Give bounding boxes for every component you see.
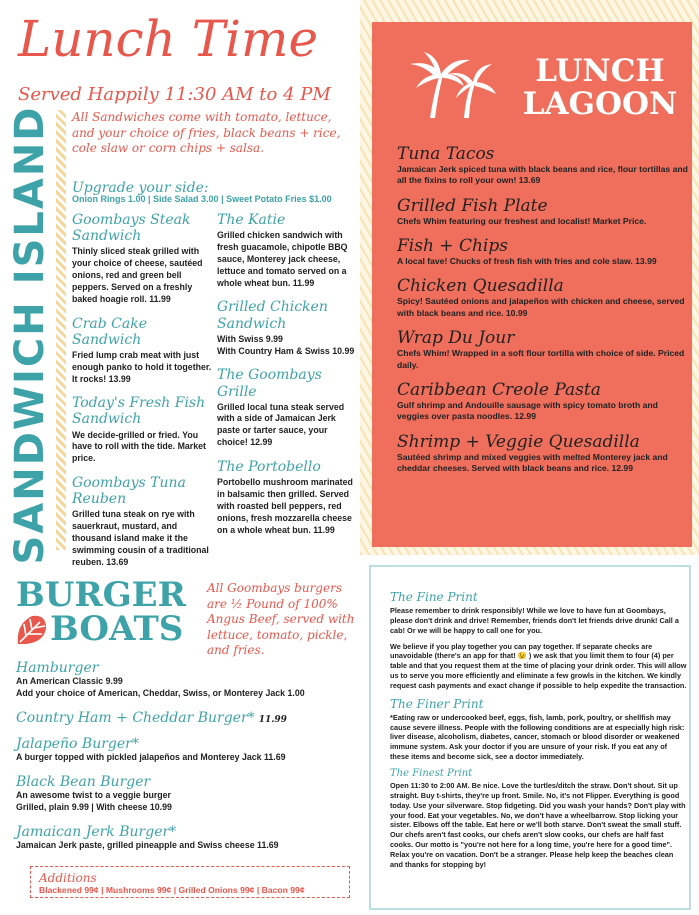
menu-item <box>397 277 689 319</box>
menu-item-desc: Jamaican Jerk spiced tuna with black beans and rice, flour tortillas and all the fixins to roll your own! 13.69 <box>397 163 688 186</box>
menu-item-name <box>16 824 356 840</box>
upgrade-options: Onion Rings 1.00 | Side Salad 3.00 | Sweet Potato Fries $1.00 <box>72 194 332 204</box>
menu-item <box>217 212 359 289</box>
menu-item-desc: An awesome twist to a veggie burger Grilled, plain 9.99 | With cheese 10.99 <box>16 790 172 812</box>
menu-item-desc: Sautéed shrimp and mixed veggies with melted Monterey jack and cheddar cheeses. Served with black beans and rice. 12.99 <box>397 451 668 474</box>
menu-item <box>397 197 689 227</box>
sandwich-column-right <box>217 212 359 547</box>
menu-item-desc: Thinly sliced steak grilled with your choice of cheese, sautéed onions, red and green bell peppers. Served on a freshly baked hoagie roll. 11.99 <box>72 246 203 304</box>
lagoon-menu-list <box>397 145 689 485</box>
lunch-lagoon-title <box>515 55 685 120</box>
menu-item <box>217 367 359 449</box>
menu-item-desc: We decide-grilled or fried. You have to roll with the tide. Market price. <box>72 429 206 464</box>
menu-item <box>397 237 689 267</box>
sandwich-section-heading <box>7 105 53 565</box>
menu-item-name: Chicken Quesadilla <box>397 276 564 297</box>
menu-item <box>397 329 689 371</box>
menu-item-name: The Portobello <box>217 459 321 476</box>
menu-item <box>397 381 689 423</box>
page-title: Lunch Time <box>18 10 319 68</box>
menu-item-name: Tuna Tacos <box>397 144 495 164</box>
sandwich-intro: All Sandwiches come with tomato, lettuce, and your choice of fries, black beans + rice, cole slaw or corn chips + salsa. <box>72 110 341 156</box>
menu-item-desc: Portobello mushroom marinated in balsamic then grilled. Served with roasted bell peppers, red onions, fresh mozzarella cheese on a whole wheat bun. 11.99 <box>217 477 353 535</box>
menu-item-desc: Chefs Whim featuring our freshest and localist! Market Price. <box>397 215 647 226</box>
menu-item-name: Grilled Chicken Sandwich <box>217 299 328 332</box>
menu-item-name: The Katie <box>217 212 286 228</box>
menu-item-desc: Spicy! Sautéed onions and jalapeños with chicken and cheese, served with black beans and rice. 10.99 <box>397 296 685 318</box>
menu-item-desc: Grilled local tuna steak served with a side of Jamaican Jerk paste or tarter sauce, your choice! 12.99 <box>217 401 345 448</box>
additions-title: Additions <box>39 871 97 885</box>
fine-print-section <box>390 590 688 876</box>
burger-intro: All Goombays burgers are ½ Pound of 100% Angus Beef, served with lettuce, tomato, pickle, and fries. <box>207 581 355 658</box>
menu-item-desc: Jamaican Jerk paste, grilled pineapple and Swiss cheese 11.69 <box>16 839 279 850</box>
menu-item-desc: A burger topped with pickled jalapeños and Monterey Jack 11.69 <box>16 752 286 763</box>
fine-print-text: We believe if you play together you can pay together. If separate checks are unavoidable (there's an app for that! 😉 ) we ask that you limit them to four (4) per table and that you request them at the time of placing your drink order. This will allow us to serve you more efficiently and eliminate a few growls in the kitchen. We kindly request cash payments and exact change if possible to help expedite the transaction. <box>390 641 687 690</box>
additions-box <box>30 866 350 898</box>
menu-item-name <box>16 660 356 676</box>
menu-item-desc: An American Classic 9.99 Add your choice of American, Cheddar, Swiss, or Monterey Jack 1.00 <box>16 676 305 698</box>
menu-item-desc: With Swiss 9.99 With Country Ham & Swiss 10.99 <box>217 333 355 356</box>
monstera-leaf-icon <box>14 612 48 648</box>
menu-item <box>72 212 212 306</box>
menu-item-name: Fish + Chips <box>397 236 508 257</box>
menu-item <box>217 459 359 536</box>
lagoon-title-line2: LAGOON <box>522 85 678 122</box>
upgrade-title: Upgrade your side: <box>72 180 209 196</box>
menu-item-desc: Gulf shrimp and Andouille sausage with spicy tomato broth and veggies over pasta noodles. 12.99 <box>397 399 658 422</box>
sandwich-section-title: SANDWICH ISLAND <box>7 105 53 565</box>
menu-item <box>16 710 356 726</box>
menu-item <box>217 299 359 357</box>
menu-item-name: Today's Fresh Fish Sandwich <box>72 395 206 428</box>
finest-print-text: Open 11:30 to 2:00 AM. Be nice. Love the turtles/ditch the straw. Don't shout. Sit up straight. Buy t-shirts, they're up front. Smile. No, it's not Flipper. Everything is good today. Use your silverware. Stop fidgeting. Did you wash your hands? Don't play with your food. Eat your vegetables. No, we don't have a wheelbarrow. Stop licking your sister. Elbows off the table. Eat here or we'll both starve. Don't sweat the small stuff. Our chefs aren't fast cooks, our chefs aren't slow cooks, our chefs are half fast cooks. Our motto is "you're not here for a long time, you're here for a good time". Relax you're on vacation. Don't be a stranger. Please help keep the beaches clean and thanks for stopping by! <box>390 780 686 869</box>
menu-item <box>72 395 212 465</box>
menu-item-price: 11.99 <box>258 714 287 725</box>
burger-name: Hamburger <box>16 660 99 676</box>
menu-item <box>16 660 356 700</box>
menu-item <box>72 475 212 569</box>
menu-item <box>16 824 356 852</box>
menu-item <box>16 774 356 814</box>
menu-item-name: Goombays Tuna Reuben <box>72 475 186 508</box>
menu-item-name: Goombays Steak Sandwich <box>72 212 191 245</box>
menu-item-desc: Grilled chicken sandwich with fresh guacamole, chipotle BBQ sauce, Monterey jack cheese, lettuce and tomato served on a whole wheat bun. 11.99 <box>217 230 348 288</box>
menu-item <box>397 145 689 187</box>
sandwich-column-left <box>72 212 212 579</box>
menu-item-name: Wrap Du Jour <box>397 328 515 349</box>
fine-print-text: Please remember to drink responsibly! While we love to have fun at Goombays, please don't drink and drive! Remember, friends don't let friends drive drunk! Call a cab! Or we will be happy to call one for you. <box>390 606 679 635</box>
burger-name: Black Bean Burger <box>16 773 151 790</box>
menu-item-name: The Goombays Grille <box>217 367 322 400</box>
burger-name: Jalapeño Burger* <box>16 735 139 752</box>
lagoon-title-line1: LUNCH <box>535 53 665 89</box>
palm-trees-icon <box>400 52 500 120</box>
menu-item-desc: Chefs Whim! Wrapped in a soft flour tortilla with choice of side. Priced daily. <box>397 348 685 370</box>
menu-item-name: Caribbean Creole Pasta <box>397 380 601 401</box>
menu-item-name: Crab Cake Sandwich <box>72 315 147 348</box>
menu-item-name <box>16 710 356 726</box>
finer-print-text: *Eating raw or undercooked beef, eggs, fish, lamb, pork, poultry, or shellfish may cause severe illness. People with the following conditions are at especially high risk: liver disease, alcoholism, diabetes, cancer, stomach or blood disorder or weakened immune system. Ask your doctor if you are unsure of your risk. If you eat any of these items and become sick, see a doctor immediately. <box>390 712 685 762</box>
menu-item-desc: Grilled tuna steak on rye with sauerkraut, mustard, and thousand island make it the swimming cousin of a traditional reuben. 13.69 <box>72 509 209 567</box>
menu-item-desc: A local fave! Chucks of fresh fish with fries and cole slaw. 13.99 <box>397 255 657 266</box>
menu-item <box>16 736 356 764</box>
fine-print-title: The Fine Print <box>390 590 478 604</box>
finer-print-title: The Finer Print <box>390 696 484 711</box>
menu-item-name <box>16 774 356 790</box>
menu-item <box>397 433 689 475</box>
menu-item-name: Grilled Fish Plate <box>397 195 548 216</box>
additions-options: Blackened 99¢ | Mushrooms 99¢ | Grilled Onions 99¢ | Bacon 99¢ <box>39 885 305 895</box>
burger-name: Country Ham + Cheddar Burger* <box>16 709 255 726</box>
menu-item <box>72 316 212 386</box>
menu-item-name: Shrimp + Veggie Quesadilla <box>397 432 640 453</box>
burger-menu-list <box>16 660 356 862</box>
burger-name: Jamaican Jerk Burger* <box>16 823 177 840</box>
burger-title-line2: BOATS <box>50 609 184 649</box>
finest-print-title: The Finest Print <box>390 767 473 779</box>
menu-item-desc: Fried lump crab meat with just enough panko to hold it together. It rocks! 13.99 <box>72 349 212 384</box>
burger-title-line1: BURGER <box>16 575 186 615</box>
service-hours: Served Happily 11:30 AM to 4 PM <box>18 84 331 105</box>
decorative-divider <box>56 110 66 550</box>
menu-item-name <box>16 736 356 752</box>
